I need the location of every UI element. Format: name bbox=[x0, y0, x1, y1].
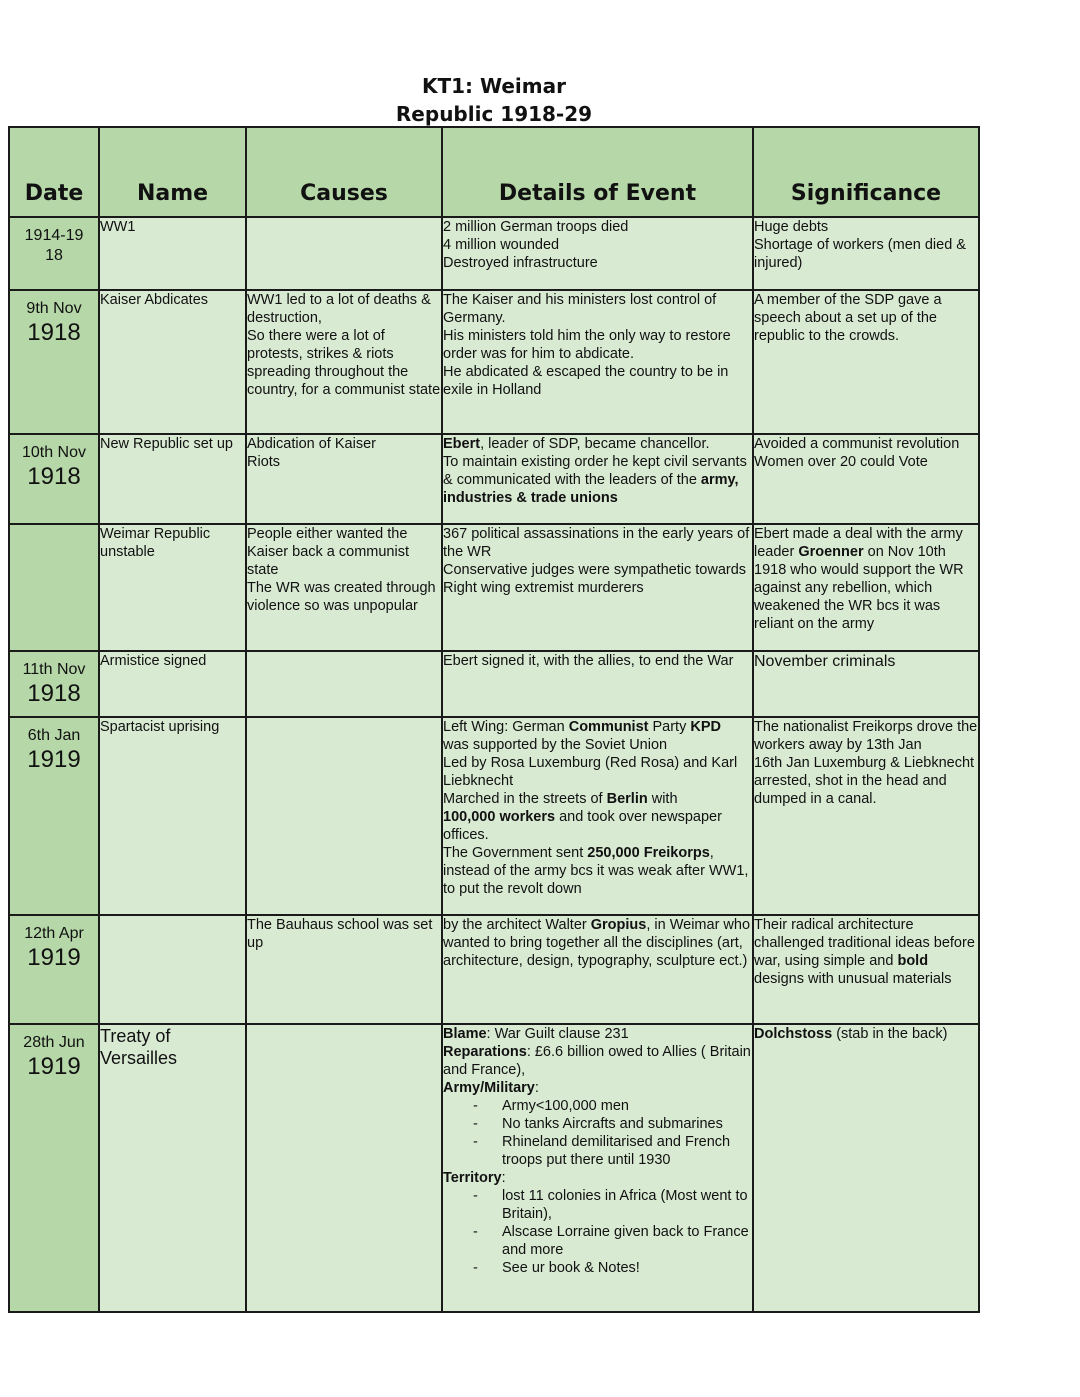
details-cell bbox=[442, 1024, 753, 1312]
territory-list bbox=[443, 1187, 752, 1277]
significance-line: Ebert made a deal with the army leader Groenner on Nov 10th 1918 who would support the WR against any rebellion, which weakened the WR bcs it was reliant on the army bbox=[754, 526, 964, 632]
date-year: 1919 bbox=[27, 944, 81, 971]
date-cell bbox=[9, 651, 99, 717]
army-list bbox=[443, 1097, 752, 1169]
date-year: 1919 bbox=[27, 1053, 81, 1080]
details-cell bbox=[442, 290, 753, 434]
causes-line: People either wanted the Kaiser back a communist state bbox=[247, 526, 409, 578]
causes-cell bbox=[246, 651, 442, 717]
details-line: 367 political assassinations in the early years of the WR bbox=[443, 526, 750, 560]
causes-line: Abdication of Kaiser bbox=[247, 436, 376, 452]
significance-line: Avoided a communist revolution bbox=[754, 436, 960, 452]
details-line: Ebert signed it, with the allies, to end the War bbox=[443, 653, 734, 669]
document-title bbox=[0, 72, 988, 128]
causes-cell bbox=[246, 717, 442, 915]
details-line: He abdicated & escaped the country to be in exile in Holland bbox=[443, 364, 729, 398]
header-details: Details of Event bbox=[442, 127, 753, 217]
details-line: Army/Military: bbox=[443, 1080, 539, 1096]
table-row bbox=[9, 217, 979, 290]
details-cell bbox=[442, 717, 753, 915]
date-text: 10th Nov bbox=[21, 444, 87, 461]
causes-cell bbox=[246, 290, 442, 434]
date-text: 12th Apr bbox=[24, 925, 84, 942]
details-line: Destroyed infrastructure bbox=[443, 255, 598, 271]
details-line: 100,000 workers and took over newspaper offices. bbox=[443, 809, 722, 843]
details-line: 4 million wounded bbox=[443, 237, 560, 253]
date-year: 1919 bbox=[27, 746, 81, 773]
header-date: Date bbox=[9, 127, 99, 217]
significance-cell bbox=[753, 524, 979, 651]
date-cell bbox=[9, 717, 99, 915]
significance-line: Their radical architecture challenged traditional ideas before war, using simple and bold designs with unusual materials bbox=[754, 917, 975, 987]
details-line: His ministers told him the only way to restore order was for him to abdicate. bbox=[443, 328, 731, 362]
table-row bbox=[9, 290, 979, 434]
title-line-1: KT1: Weimar bbox=[422, 74, 566, 98]
causes-line: The Bauhaus school was set up bbox=[247, 917, 433, 951]
date-cell bbox=[9, 434, 99, 524]
details-line: The Government sent 250,000 Freikorps, instead of the army bcs it was weak after WW1, to put the revolt down bbox=[443, 845, 749, 897]
header-significance: Significance bbox=[753, 127, 979, 217]
list-item: - No tanks Aircrafts and submarines bbox=[443, 1115, 752, 1133]
details-line: Territory: bbox=[443, 1170, 506, 1186]
event-name: WW1 bbox=[99, 217, 246, 290]
details-line: Conservative judges were sympathetic towards Right wing extremist murderers bbox=[443, 562, 747, 596]
significance-cell bbox=[753, 651, 979, 717]
list-item: - Alscase Lorraine given back to France and more bbox=[443, 1223, 752, 1259]
details-line: To maintain existing order he kept civil servants & communicated with the leaders of the army, industries & trade unions bbox=[443, 454, 747, 506]
causes-line: WW1 led to a lot of deaths & destruction, bbox=[247, 292, 431, 326]
significance-line: November criminals bbox=[754, 653, 896, 670]
causes-cell bbox=[246, 217, 442, 290]
date-cell bbox=[9, 524, 99, 651]
event-name: Treaty of Versailles bbox=[99, 1024, 246, 1312]
date-cell bbox=[9, 290, 99, 434]
event-name: Weimar Republic unstable bbox=[99, 524, 246, 651]
header-causes: Causes bbox=[246, 127, 442, 217]
bold-groener: Groenner bbox=[798, 544, 864, 560]
significance-cell bbox=[753, 915, 979, 1024]
list-item: - Army<100,000 men bbox=[443, 1097, 752, 1115]
date-cell bbox=[9, 915, 99, 1024]
causes-cell bbox=[246, 434, 442, 524]
details-line: Blame: War Guilt clause 231 bbox=[443, 1026, 629, 1042]
list-item: - lost 11 colonies in Africa (Most went to Britain), bbox=[443, 1187, 752, 1223]
details-line: Reparations: £6.6 billion owed to Allies ( Britain and France), bbox=[443, 1044, 751, 1078]
header-name: Name bbox=[99, 127, 246, 217]
details-line: Led by Rosa Luxemburg (Red Rosa) and Karl Liebknecht bbox=[443, 755, 738, 789]
header-row bbox=[9, 127, 979, 217]
details-cell bbox=[442, 217, 753, 290]
list-item: - See ur book & Notes! bbox=[443, 1259, 752, 1277]
causes-line: The WR was created through violence so was unpopular bbox=[247, 580, 436, 614]
causes-line: So there were a lot of protests, strikes & riots spreading throughout the country, for a communist state bbox=[247, 328, 441, 398]
details-line: was supported by the Soviet Union bbox=[443, 737, 668, 753]
significance-cell bbox=[753, 434, 979, 524]
list-item: - Rhineland demilitarised and French troops put there until 1930 bbox=[443, 1133, 752, 1169]
significance-line: Shortage of workers (men died & injured) bbox=[754, 237, 966, 271]
details-cell bbox=[442, 651, 753, 717]
table-row bbox=[9, 1024, 979, 1312]
date-year: 1918 bbox=[27, 680, 81, 707]
significance-line: 16th Jan Luxemburg & Liebknecht arrested, shot in the head and dumped in a canal. bbox=[754, 755, 975, 807]
significance-cell bbox=[753, 217, 979, 290]
details-cell bbox=[442, 434, 753, 524]
title-line-2: Republic 1918-29 bbox=[395, 102, 593, 126]
table-row bbox=[9, 717, 979, 915]
date-text: 28th Jun bbox=[23, 1034, 85, 1051]
significance-cell bbox=[753, 717, 979, 915]
significance-line: Women over 20 could Vote bbox=[754, 454, 928, 470]
details-cell bbox=[442, 524, 753, 651]
significance-line: Huge debts bbox=[754, 219, 829, 235]
bold-groups: army, industries & trade unions bbox=[443, 472, 739, 506]
details-line: by the architect Walter Gropius, in Weimar who wanted to bring together all the disciplines (art, architecture, design, typography, sculpture ect.) bbox=[443, 917, 751, 969]
event-name: Armistice signed bbox=[99, 651, 246, 717]
significance-line: The nationalist Freikorps drove the workers away by 13th Jan bbox=[754, 719, 978, 753]
event-name: New Republic set up bbox=[99, 434, 246, 524]
table-row bbox=[9, 651, 979, 717]
significance-cell: Dolchstoss (stab in the back) bbox=[753, 1024, 979, 1312]
details-line: Ebert, leader of SDP, became chancellor. bbox=[443, 436, 710, 452]
causes-cell bbox=[246, 915, 442, 1024]
date-text: 9th Nov bbox=[26, 300, 82, 317]
date-cell bbox=[9, 1024, 99, 1312]
details-cell bbox=[442, 915, 753, 1024]
causes-cell bbox=[246, 1024, 442, 1312]
timeline-table bbox=[8, 126, 980, 1313]
significance-cell bbox=[753, 290, 979, 434]
bold-ebert: Ebert bbox=[443, 436, 481, 452]
table-row bbox=[9, 434, 979, 524]
date-text: 1914-19 bbox=[24, 227, 84, 244]
significance-line: A member of the SDP gave a speech about a set up of the republic to the crowds. bbox=[754, 292, 942, 344]
event-name bbox=[99, 915, 246, 1024]
table-row bbox=[9, 524, 979, 651]
details-line: The Kaiser and his ministers lost control of Germany. bbox=[443, 292, 717, 326]
table-row bbox=[9, 915, 979, 1024]
date-text: 11th Nov bbox=[22, 661, 86, 678]
causes-cell bbox=[246, 524, 442, 651]
date-text: 6th Jan bbox=[27, 727, 81, 744]
date-year: 1918 bbox=[27, 319, 81, 346]
date-year: 18 bbox=[45, 247, 63, 264]
date-year: 1918 bbox=[27, 463, 81, 490]
event-name: Kaiser Abdicates bbox=[99, 290, 246, 434]
details-line: Left Wing: German Communist Party KPD bbox=[443, 719, 721, 735]
date-cell bbox=[9, 217, 99, 290]
details-line: 2 million German troops died bbox=[443, 219, 629, 235]
details-line: Marched in the streets of Berlin with bbox=[443, 791, 678, 807]
causes-line: Riots bbox=[247, 454, 281, 470]
bold-dolchstoss: Dolchstoss bbox=[754, 1026, 833, 1042]
event-name: Spartacist uprising bbox=[99, 717, 246, 915]
